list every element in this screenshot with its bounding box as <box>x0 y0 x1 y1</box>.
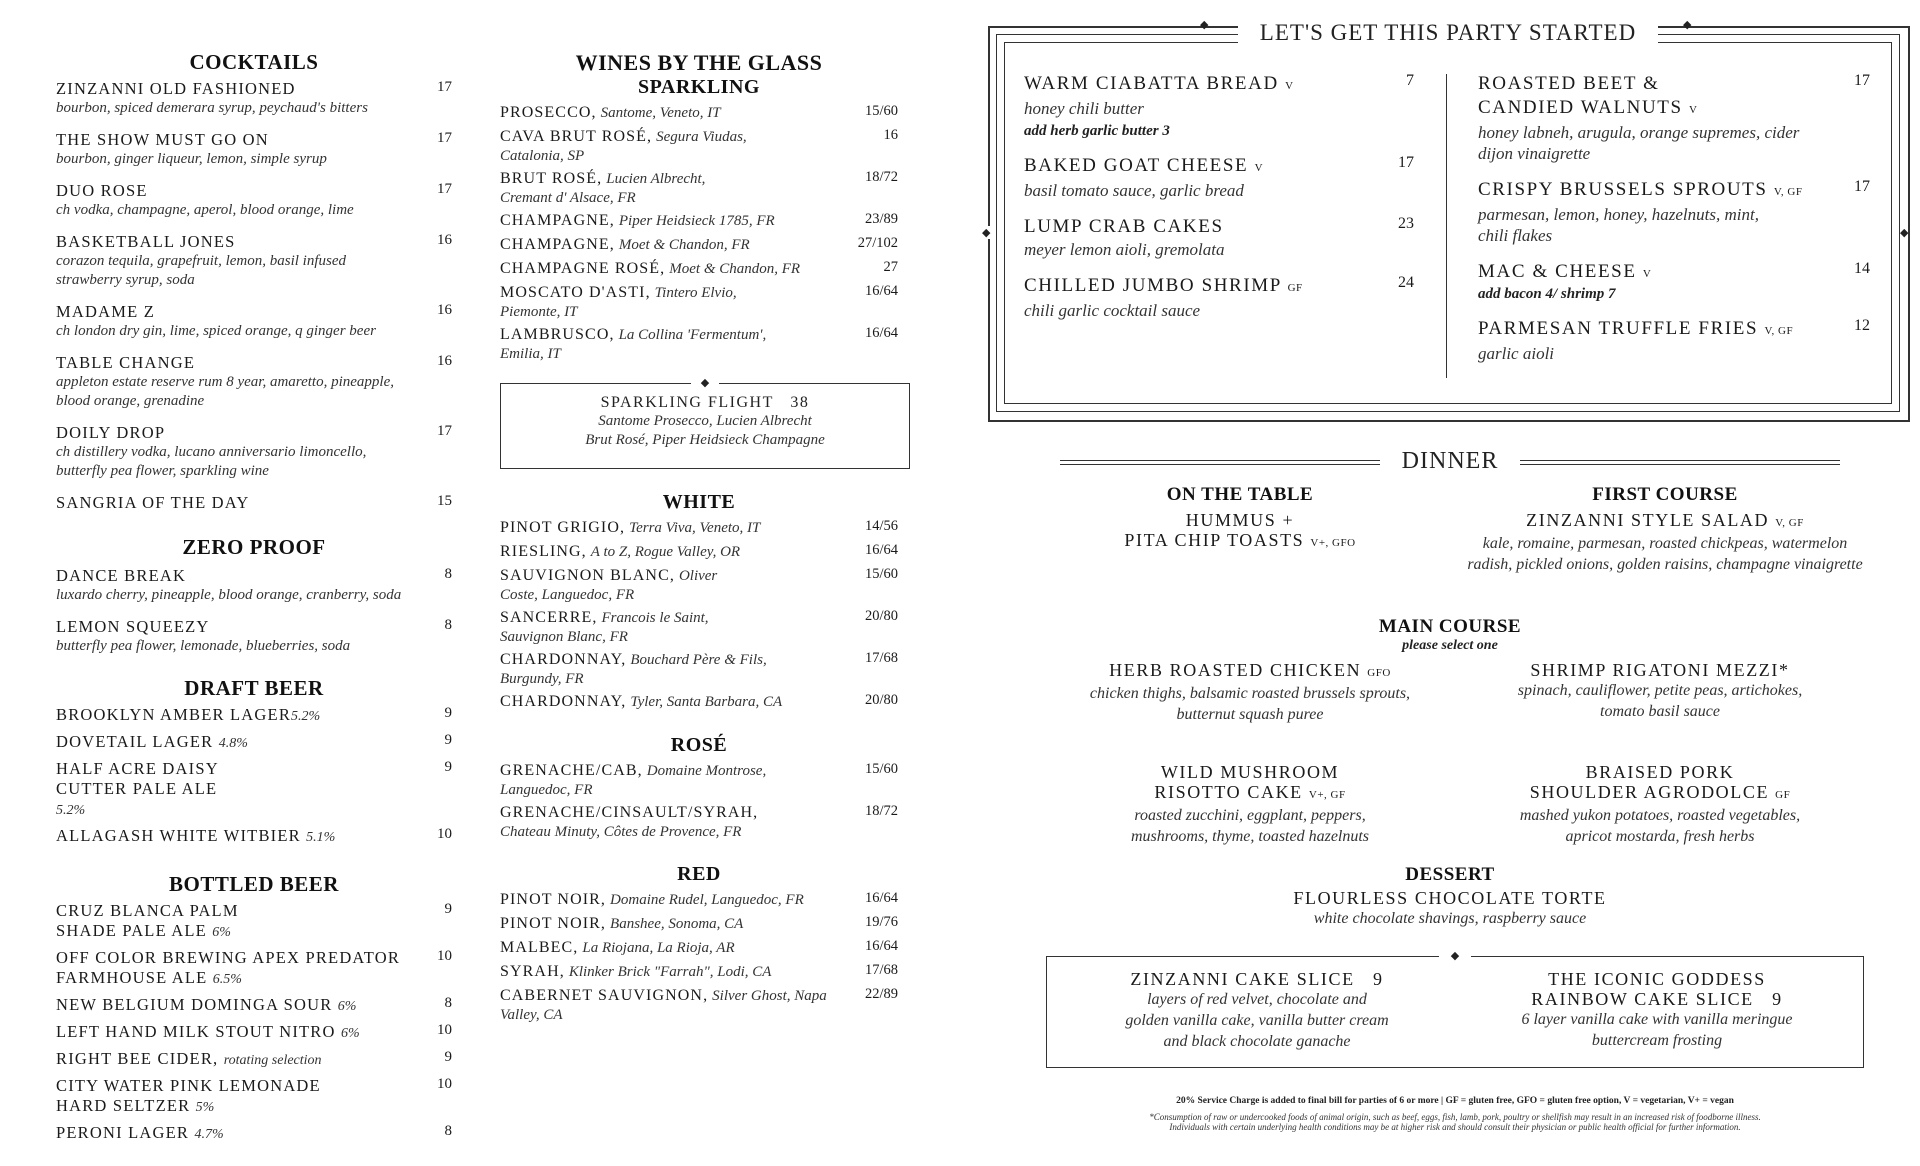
menu-item: BAKED GOAT CHEESE V 17 basil tomato sauce, garlic bread <box>1024 154 1414 200</box>
wine-item: MOSCATO D'ASTI, Tintero Elvio, Piemonte, IT 16/64 <box>500 283 898 320</box>
party-left-column <box>1024 72 1414 321</box>
menu-item: NEW BELGIUM DOMINGA SOUR 6% 8 <box>56 995 452 1014</box>
red-list <box>500 890 898 1024</box>
cake-box <box>1046 950 1864 1068</box>
dessert: DESSERT FLOURLESS CHOCOLATE TORTE white chocolate shavings, raspberry sauce <box>1293 864 1607 927</box>
wine-item: LAMBRUSCO, La Collina 'Fermentum', Emilia, IT 16/64 <box>500 325 898 362</box>
white-list <box>500 518 898 712</box>
wines-section <box>500 50 898 1024</box>
diamond-ornament-icon: ◆ <box>982 227 991 239</box>
main-course-heading-block: MAIN COURSE please select one <box>1378 616 1522 653</box>
wine-item: CHARDONNAY, Tyler, Santa Barbara, CA 20/80 <box>500 692 898 710</box>
main-item: SHRIMP RIGATONI MEZZI* spinach, cauliflower, petite peas, artichokes, tomato basil sauce <box>1517 660 1803 720</box>
wine-item: MALBEC, La Riojana, La Rioja, AR 16/64 <box>500 938 898 956</box>
menu-item: LUMP CRAB CAKES 23 meyer lemon aioli, gremolata <box>1024 215 1414 259</box>
wine-item: PINOT NOIR, Domaine Rudel, Languedoc, FR 16/64 <box>500 890 898 908</box>
wine-item: SYRAH, Klinker Brick "Farrah", Lodi, CA 17/68 <box>500 962 898 980</box>
menu-item: CRUZ BLANCA PALM SHADE PALE ALE 6% 9 <box>56 901 452 940</box>
wine-item: CHARDONNAY, Bouchard Père & Fils, Burgundy, FR 17/68 <box>500 650 898 687</box>
menu-item: PERONI LAGER 4.7% 8 <box>56 1123 452 1142</box>
wine-item: RIESLING, A to Z, Rogue Valley, OR 16/64 <box>500 542 898 560</box>
cake-item: ZINZANNI CAKE SLICE 9 layers of red velvet, chocolate and golden vanilla cake, vanilla butter cream and black chocolate ganache <box>1125 969 1389 1050</box>
menu-item: WARM CIABATTA BREAD V 7 honey chili butter add herb garlic butter 3 <box>1024 72 1414 139</box>
on-the-table: ON THE TABLE HUMMUS + PITA CHIP TOASTS V+, GFO <box>1124 484 1356 550</box>
rose-heading: ROSÉ <box>670 734 728 756</box>
rose-list <box>500 761 898 841</box>
bottled-beer-heading: BOTTLED BEER <box>169 872 339 896</box>
menu-item: DOILY DROP 17 ch distillery vodka, lucano anniversario limoncello, butterfly pea flower, sparkling wine <box>56 423 452 479</box>
zero-proof-heading: ZERO PROOF <box>182 535 326 559</box>
wine-item: CHAMPAGNE ROSÉ, Moet & Chandon, FR 27 <box>500 259 898 277</box>
menu-item: ZINZANNI OLD FASHIONED 17 bourbon, spiced demerara syrup, peychaud's bitters <box>56 79 452 116</box>
menu-item: BROOKLYN AMBER LAGER5.2% 9 <box>56 705 452 724</box>
cake-item: THE ICONIC GODDESS RAINBOW CAKE SLICE 9 6 layer vanilla cake with vanilla meringue buttercream frosting <box>1521 969 1793 1049</box>
wine-item: SANCERRE, Francois le Saint, Sauvignon Blanc, FR 20/80 <box>500 608 898 645</box>
menu-item: LEFT HAND MILK STOUT NITRO 6% 10 <box>56 1022 452 1041</box>
menu-item: LEMON SQUEEZY 8 butterfly pea flower, lemonade, blueberries, soda <box>56 617 452 654</box>
white-heading: WHITE <box>662 491 736 513</box>
menu-item: CHILLED JUMBO SHRIMP GF 24 chili garlic cocktail sauce <box>1024 274 1414 320</box>
wine-item: GRENACHE/CAB, Domaine Montrose, Languedoc, FR 15/60 <box>500 761 898 798</box>
diamond-ornament-icon: ◆ <box>1900 227 1909 239</box>
menu-item: TABLE CHANGE 16 appleton estate reserve rum 8 year, amaretto, pineapple, blood orange, grenadine <box>56 353 452 409</box>
menu-item: MADAME Z 16 ch london dry gin, lime, spiced orange, q ginger beer <box>56 302 452 339</box>
column-divider <box>1446 74 1447 378</box>
wines-heading: WINES BY THE GLASS <box>575 50 823 75</box>
main-item: HERB ROASTED CHICKEN GFO chicken thighs, balsamic roasted brussels sprouts, butternut squash puree <box>1089 660 1411 723</box>
dinner-header <box>1060 448 1840 478</box>
menu-item: CITY WATER PINK LEMONADE HARD SELTZER 5% 10 <box>56 1076 452 1115</box>
wine-item: PINOT GRIGIO, Terra Viva, Veneto, IT 14/56 <box>500 518 898 536</box>
dinner-title: DINNER <box>1401 448 1499 474</box>
wine-item: CABERNET SAUVIGNON, Silver Ghost, Napa Valley, CA 22/89 <box>500 986 898 1023</box>
cocktails-heading: COCKTAILS <box>189 50 319 74</box>
menu-item: CRISPY BRUSSELS SPROUTS V, GF 17 parmesan, lemon, honey, hazelnuts, mint, chili flakes <box>1478 178 1870 245</box>
wine-item: CHAMPAGNE, Piper Heidsieck 1785, FR 23/89 <box>500 211 898 229</box>
menu-item: ROASTED BEET & CANDIED WALNUTS V 17 honey labneh, arugula, orange supremes, cider dijon vinaigrette <box>1478 72 1870 163</box>
sparkling-flight-box: ◆ SPARKLING FLIGHT 38 Santome Prosecco, Lucien Albrecht Brut Rosé, Piper Heidsieck Champagne <box>500 383 910 469</box>
menu-item: THE SHOW MUST GO ON 17 bourbon, ginger liqueur, lemon, simple syrup <box>56 130 452 167</box>
draft-beer-heading: DRAFT BEER <box>184 676 324 700</box>
wine-item: GRENACHE/CINSAULT/SYRAH, Chateau Minuty, Côtes de Provence, FR 18/72 <box>500 803 898 840</box>
footer: 20% Service Charge is added to final bill for parties of 6 or more | GF = gluten free, GFO = gluten free option, V = vegetarian, V+ = vegan *Consumption of raw or undercooked foods of animal origin, such as beef, eggs, fish, lamb, pork, poultry or shellfish may result in an increased risk of foodborne illness. Individuals with certain underlying health conditions may be at higher risk and should consult their physician or public health official for further information. <box>1149 1096 1761 1132</box>
menu-item: HALF ACRE DAISY CUTTER PALE ALE 5.2% 9 <box>56 759 452 818</box>
flight-price: 38 <box>790 394 810 411</box>
diamond-ornament-icon: ◆ <box>1200 19 1209 31</box>
wine-item: BRUT ROSÉ, Lucien Albrecht, Cremant d' Alsace, FR 18/72 <box>500 169 898 206</box>
menu-item: DUO ROSE 17 ch vodka, champagne, aperol, blood orange, lime <box>56 181 452 218</box>
wine-item: PROSECCO, Santome, Veneto, IT 15/60 <box>500 103 898 121</box>
party-right-column <box>1478 72 1870 364</box>
main-item: BRAISED PORK SHOULDER AGRODOLCE GF mashed yukon potatoes, roasted vegetables, apricot mostarda, fresh herbs <box>1519 762 1801 845</box>
sparkling-list <box>500 103 898 363</box>
wine-item: CHAMPAGNE, Moet & Chandon, FR 27/102 <box>500 235 898 253</box>
flight-title: SPARKLING FLIGHT <box>600 394 774 411</box>
menu-item: PARMESAN TRUFFLE FRIES V, GF 12 garlic aioli <box>1478 317 1870 363</box>
menu-item: SANGRIA OF THE DAY 15 <box>56 493 452 512</box>
wine-item: CAVA BRUT ROSÉ, Segura Viudas, Catalonia, SP 16 <box>500 127 898 164</box>
sparkling-heading: SPARKLING <box>638 76 760 98</box>
diamond-ornament-icon: ◆ <box>691 377 719 389</box>
diamond-ornament-icon: ◆ <box>1683 19 1692 31</box>
menu-item: BASKETBALL JONES 16 corazon tequila, grapefruit, lemon, basil infused strawberry syrup, soda <box>56 232 452 288</box>
wine-item: SAUVIGNON BLANC, Oliver Coste, Languedoc, FR 15/60 <box>500 566 898 603</box>
menu-item: MAC & CHEESE V 14 add bacon 4/ shrimp 7 <box>1478 260 1870 302</box>
party-box <box>982 19 1910 422</box>
cocktails-section <box>56 50 452 1145</box>
red-heading: RED <box>677 863 721 885</box>
menu-item: DOVETAIL LAGER 4.8% 9 <box>56 732 452 751</box>
menu-item: DANCE BREAK 8 luxardo cherry, pineapple, blood orange, cranberry, soda <box>56 566 452 603</box>
first-course: FIRST COURSE ZINZANNI STYLE SALAD V, GF kale, romaine, parmesan, roasted chickpeas, watermelon radish, pickled onions, golden raisins, champagne vinaigrette <box>1467 484 1863 573</box>
party-title: LET'S GET THIS PARTY STARTED <box>1259 20 1637 45</box>
main-item: WILD MUSHROOM RISOTTO CAKE V+, GF roasted zucchini, eggplant, peppers, mushrooms, thyme, toasted hazelnuts <box>1130 762 1370 845</box>
menu-item: OFF COLOR BREWING APEX PREDATOR FARMHOUSE ALE 6.5% 10 <box>56 948 452 987</box>
diamond-ornament-icon: ◆ <box>1439 949 1471 962</box>
wine-item: PINOT NOIR, Banshee, Sonoma, CA 19/76 <box>500 914 898 932</box>
menu-item: RIGHT BEE CIDER, rotating selection 9 <box>56 1049 452 1068</box>
menu-item: ALLAGASH WHITE WITBIER 5.1% 10 <box>56 826 452 845</box>
